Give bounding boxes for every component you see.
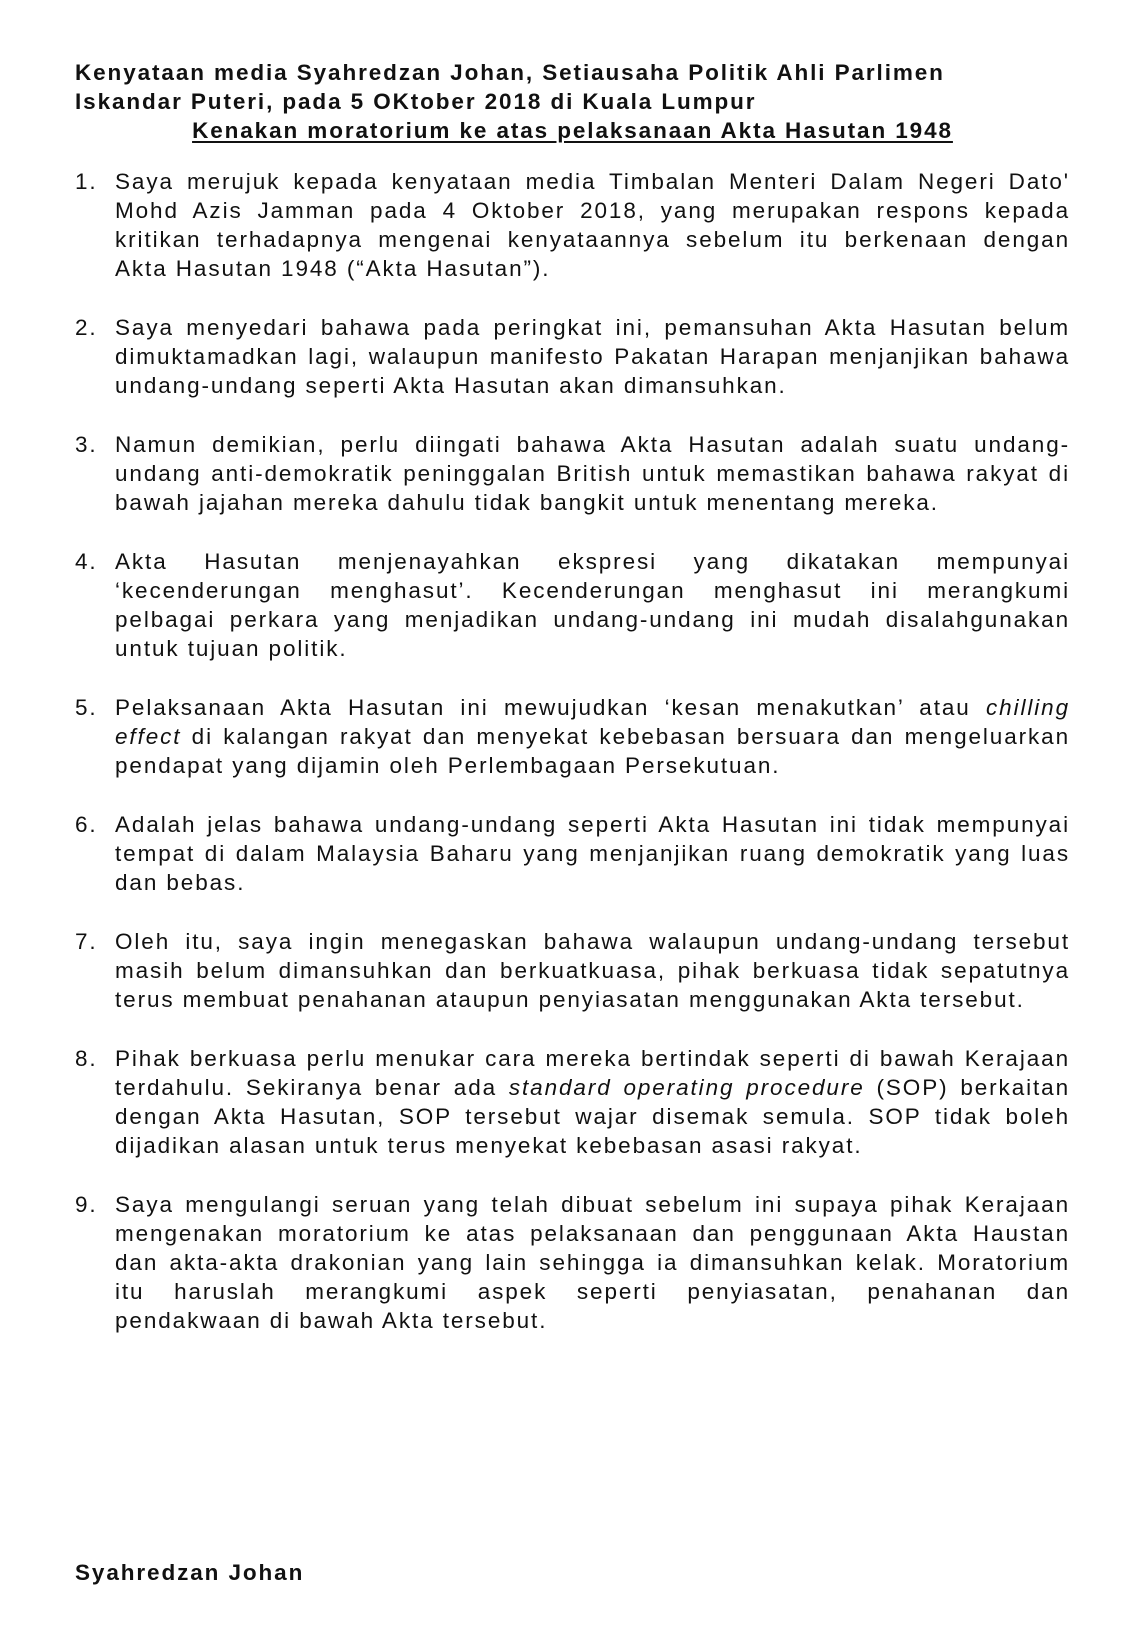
header-line-1: Kenyataan media Syahredzan Johan, Setiausaha Politik Ahli Parlimen	[75, 60, 945, 85]
paragraph-7	[75, 927, 1070, 1014]
paragraph-3	[75, 430, 1070, 517]
paragraph-text-start: Pihak berkuasa perlu menukar cara mereka bertindak seperti di bawah Kerajaan terdahulu. Sekiranya benar ada	[115, 1046, 1070, 1100]
paragraph-number: 2.	[75, 315, 98, 340]
paragraph-text	[115, 693, 1070, 780]
paragraph-text: Namun demikian, perlu diingati bahawa Akta Hasutan adalah suatu undang-undang anti-demokratik peninggalan British untuk memastikan bahawa rakyat di bawah jajahan mereka dahulu tidak bangkit untuk menentang mereka.	[115, 432, 1070, 515]
paragraph-6	[75, 810, 1070, 897]
paragraph-5	[75, 693, 1070, 780]
italic-term: standard operating procedure	[508, 1075, 865, 1100]
paragraph-8	[75, 1044, 1070, 1160]
paragraph-text: Adalah jelas bahawa undang-undang seperti Akta Hasutan ini tidak mempunyai tempat di dalam Malaysia Baharu yang menjanjikan ruang demokratik yang luas dan bebas.	[115, 812, 1070, 895]
paragraph-9	[75, 1190, 1070, 1335]
paragraph-number: 5.	[75, 695, 98, 720]
paragraph-number: 9.	[75, 1192, 98, 1217]
paragraph-text: Saya menyedari bahawa pada peringkat ini, pemansuhan Akta Hasutan belum dimuktamadkan lagi, walaupun manifesto Pakatan Harapan menjanjikan bahawa undang-undang seperti Akta Hasutan akan dimansuhkan.	[115, 315, 1070, 398]
signature-name: Syahredzan Johan	[75, 1560, 305, 1585]
header-line-2: Iskandar Puteri, pada 5 OKtober 2018 di Kuala Lumpur	[75, 89, 757, 114]
paragraph-text-end: (SOP) berkaitan dengan Akta Hasutan, SOP tersebut wajar disemak semula. SOP tidak boleh dijadikan alasan untuk terus menyekat kebebasan asasi rakyat.	[115, 1075, 1070, 1158]
paragraph-number: 3.	[75, 432, 98, 457]
paragraph-text	[115, 1044, 1070, 1160]
paragraph-number: 8.	[75, 1046, 98, 1071]
italic-term: chilling effect	[115, 695, 1070, 749]
press-statement	[75, 58, 1070, 1365]
paragraph-1	[75, 167, 1070, 283]
paragraph-text: Saya merujuk kepada kenyataan media Timbalan Menteri Dalam Negeri Dato' Mohd Azis Jamman pada 4 Oktober 2018, yang merupakan respons kepada kritikan terhadapnya mengenai kenyataannya sebelum itu berkenaan dengan Akta Hasutan 1948 (“Akta Hasutan”).	[115, 169, 1070, 281]
paragraph-4	[75, 547, 1070, 663]
statement-title: Kenakan moratorium ke atas pelaksanaan Akta Hasutan 1948	[192, 118, 953, 143]
statement-header	[75, 58, 1070, 145]
paragraph-number: 7.	[75, 929, 98, 954]
paragraph-number: 1.	[75, 169, 98, 194]
paragraph-number: 6.	[75, 812, 98, 837]
paragraph-2	[75, 313, 1070, 400]
paragraph-text: Oleh itu, saya ingin menegaskan bahawa walaupun undang-undang tersebut masih belum dimansuhkan dan berkuatkuasa, pihak berkuasa tidak sepatutnya terus membuat penahanan ataupun penyiasatan menggunakan Akta tersebut.	[115, 929, 1070, 1012]
paragraph-text-end: di kalangan rakyat dan menyekat kebebasan bersuara dan mengeluarkan pendapat yang dijamin oleh Perlembagaan Persekutuan.	[115, 724, 1070, 778]
paragraph-list	[75, 167, 1070, 1335]
paragraph-text: Saya mengulangi seruan yang telah dibuat sebelum ini supaya pihak Kerajaan mengenakan moratorium ke atas pelaksanaan dan penggunaan Akta Haustan dan akta-akta drakonian yang lain sehingga ia dimansuhkan kelak. Moratorium itu haruslah merangkumi aspek seperti penyiasatan, penahanan dan pendakwaan di bawah Akta tersebut.	[115, 1192, 1070, 1333]
paragraph-text-start: Pelaksanaan Akta Hasutan ini mewujudkan ‘kesan menakutkan’ atau	[115, 695, 986, 720]
paragraph-text: Akta Hasutan menjenayahkan ekspresi yang dikatakan mempunyai ‘kecenderungan menghasut’. Kecenderungan menghasut ini merangkumi pelbagai perkara yang menjadikan undang-undang ini mudah disalahgunakan untuk tujuan politik.	[115, 549, 1070, 661]
paragraph-number: 4.	[75, 549, 98, 574]
